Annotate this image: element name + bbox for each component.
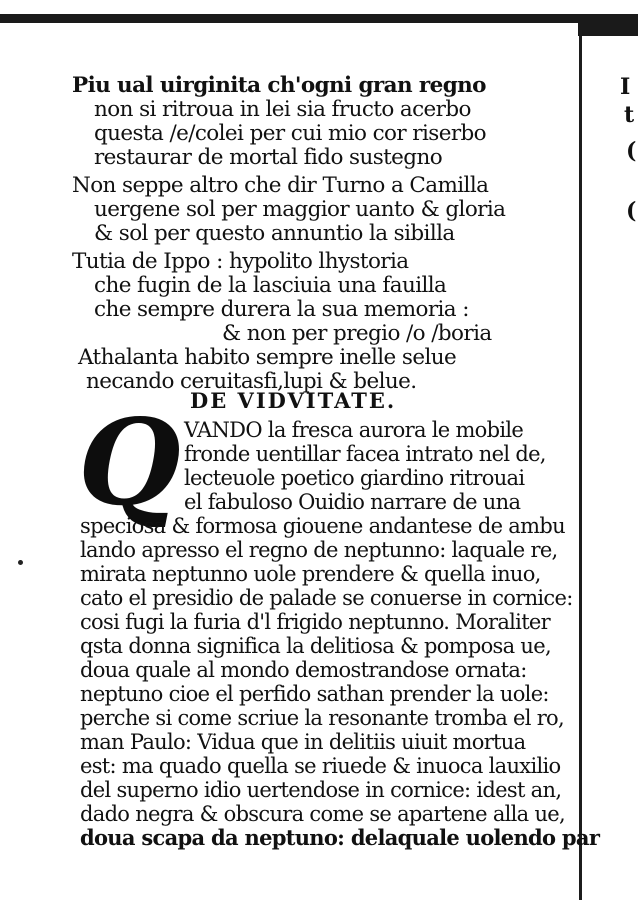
prose-line: mirata neptunno uole prendere & quella inuo,	[80, 562, 541, 586]
prose-line: speciosa & formosa giouene andantese de ambu	[80, 514, 565, 538]
prose-line: doua quale al mondo demostrandose ornata:	[80, 658, 527, 682]
verse-line: & sol per questo annuntio la sibilla	[94, 221, 455, 246]
prose-line: cato el presidio de palade se conuerse in cornice:	[80, 586, 573, 610]
prose-line: el fabuloso Ouidio narrare de una	[184, 490, 521, 514]
page-top-shadow	[0, 14, 638, 23]
ink-speck	[18, 560, 23, 565]
verse-line: che sempre durera la sua memoria :	[94, 297, 469, 322]
prose-line: qsta donna significa la delitiosa & pomposa ue,	[80, 634, 551, 658]
verse-line: Piu ual uirginita ch'ogni gran regno	[72, 73, 486, 98]
facing-page-glyph: (	[626, 138, 637, 164]
prose-line: est: ma quado quella se riuede & inuoca lauxilio	[80, 754, 561, 778]
verse-line: necando ceruitasfi,lupi & belue.	[86, 369, 417, 394]
verse-line: non si ritroua in lei sia fructo acerbo	[94, 97, 471, 122]
verse-line: Non seppe altro che dir Turno a Camilla	[72, 173, 489, 198]
prose-line: lecteuole poetico giardino ritrouai	[184, 466, 525, 490]
verse-line: che fugin de la lasciuia una fauilla	[94, 273, 447, 298]
prose-line: perche si come scriue la resonante tromba el ro,	[80, 706, 564, 730]
facing-page-edge	[596, 30, 638, 900]
prose-line: del superno idio uertendose in cornice: idest an,	[80, 778, 562, 802]
verse-line: & non per pregio /o /boria	[222, 321, 492, 346]
verse-line: Tutia de Ippo : hypolito lhystoria	[72, 249, 409, 274]
verse-line: restaurar de mortal fido sustegno	[94, 145, 443, 170]
drop-cap-initial: Q	[78, 393, 181, 532]
prose-line: fronde uentillar facea intrato nel de,	[184, 442, 546, 466]
verse-line: uergene sol per maggior uanto & gloria	[94, 197, 506, 222]
prose-line: doua scapa da neptuno: delaquale uolendo par	[80, 825, 600, 850]
facing-page-glyph: (	[626, 198, 637, 224]
facing-page-glyph: t	[624, 102, 635, 128]
prose-line: VANDO la fresca aurora le mobile	[184, 418, 524, 442]
facing-page-glyph: I	[620, 74, 631, 100]
book-gutter	[579, 30, 582, 900]
verse-line: questa /e/colei per cui mio cor riserbo	[94, 121, 486, 146]
prose-line: neptuno cioe el perfido sathan prender la uole:	[80, 682, 549, 706]
prose-line: man Paulo: Vidua que in delitiis uiuit mortua	[80, 730, 526, 754]
prose-line: lando apresso el regno de neptunno: laquale re,	[80, 538, 558, 562]
prose-line: cosi fugi la furia d'l frigido neptunno. Moraliter	[80, 610, 550, 634]
prose-line: dado negra & obscura come se apartene alla ue,	[80, 802, 565, 826]
section-heading: DE VIDVITATE.	[190, 388, 397, 413]
verse-line: Athalanta habito sempre inelle selue	[78, 345, 457, 370]
